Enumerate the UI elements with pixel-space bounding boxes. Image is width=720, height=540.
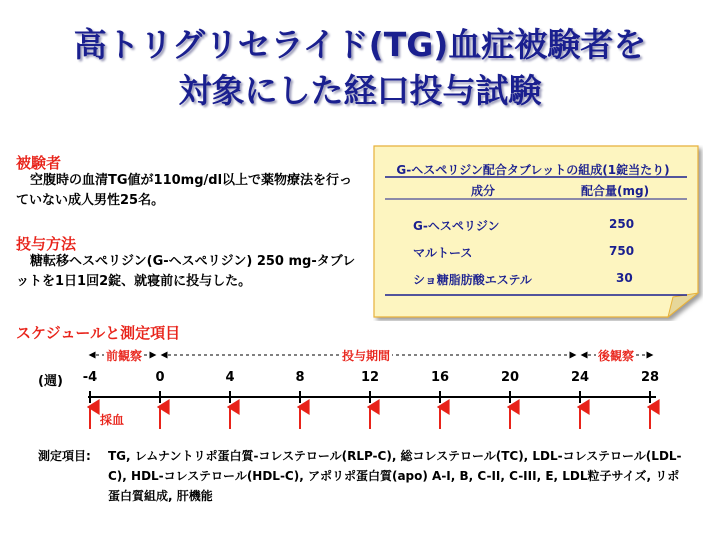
measurements-text: TG, レムナントリポ蛋白質-コレステロール(RLP-C), 総コレステロール(TC), LDL-コレステロール(LDL-C), HDL-コレステロール(HDL-C), アポリポ蛋白質(apo) A-I, B, C-II, C-III, E, LDL粒子サイズ, リポ蛋白質組成, 肝機能	[108, 449, 682, 503]
composition-row-name: ショ糖脂肪酸エステル	[413, 273, 532, 287]
dosing-text: 糖転移ヘスペリジン(G-ヘスペリジン) 250 mg-タブレットを1日1回2錠、就寝前に投与した。	[16, 254, 356, 289]
week-tick-label: 24	[570, 370, 590, 385]
slide-title-line1: 高トリグリセライド(TG)血症被験者を	[73, 25, 647, 64]
slide-title	[0, 22, 720, 114]
composition-col-amount: 配合量(mg)	[581, 184, 650, 198]
week-tick-label: 16	[430, 370, 450, 385]
composition-row-name: G-ヘスペリジン	[413, 219, 500, 233]
composition-row-amount: 30	[616, 271, 633, 285]
pre-period-label: 前観察	[106, 349, 143, 363]
composition-note	[373, 145, 703, 321]
measurements-label: 測定項目:	[38, 449, 91, 463]
sampling-arrows	[90, 407, 650, 429]
week-tick-label: 8	[295, 370, 305, 385]
week-tick-label: 20	[500, 370, 520, 385]
week-unit-label: (週)	[38, 374, 63, 389]
post-period-label: 後観察	[598, 349, 635, 363]
measurements	[38, 446, 688, 506]
sampling-label: 採血	[100, 413, 125, 427]
week-tick-label: -4	[82, 370, 98, 385]
composition-title: G-ヘスペリジン配合タブレットの組成(1錠当たり)	[396, 163, 670, 177]
composition-row-amount: 750	[609, 244, 635, 258]
dosing-heading: 投与方法	[16, 235, 77, 253]
composition-col-component: 成分	[471, 184, 496, 198]
week-tick-label: 0	[155, 370, 165, 385]
week-tick-label: 4	[225, 370, 235, 385]
dosing-period-label: 投与期間	[342, 349, 391, 363]
schedule-heading: スケジュールと測定項目	[16, 324, 181, 342]
slide-title-line2: 対象にした経口投与試験	[178, 71, 542, 110]
subjects-heading: 被験者	[16, 154, 62, 172]
composition-row-name: マルトース	[413, 246, 473, 260]
week-tick-label: 12	[360, 370, 380, 385]
composition-row-amount: 250	[609, 217, 635, 231]
subjects-text: 空腹時の血清TG値が110mg/dl以上で薬物療法を行っていない成人男性25名。	[16, 173, 353, 208]
week-tick-label: 28	[640, 370, 660, 385]
